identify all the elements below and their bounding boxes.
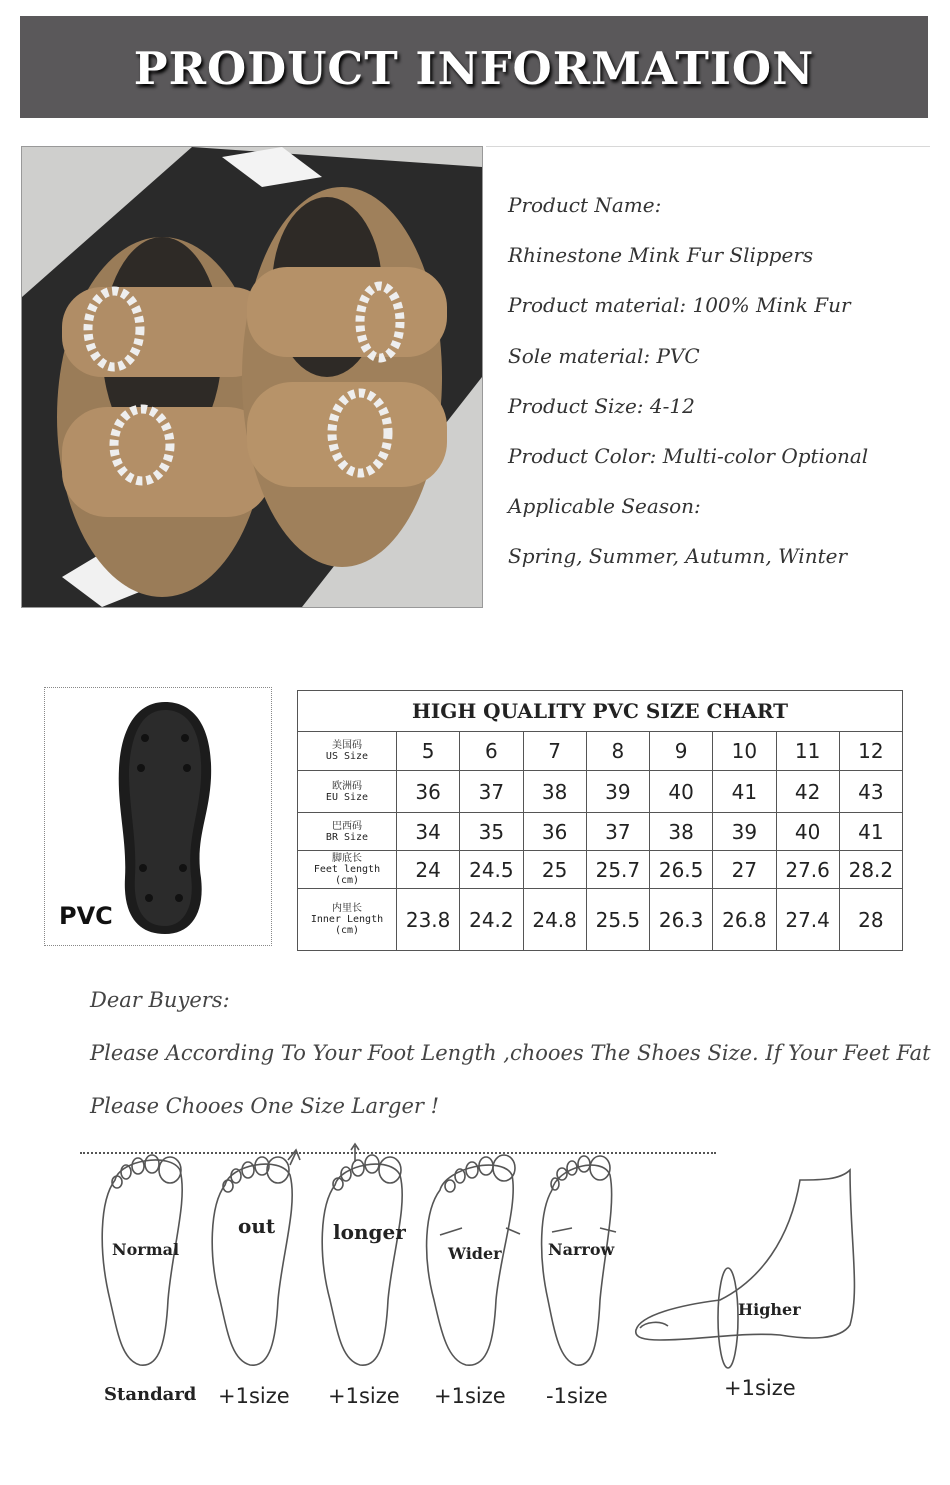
table-cell: 38 xyxy=(650,813,713,851)
table-cell: 25.5 xyxy=(586,889,649,951)
greeting: Dear Buyers: xyxy=(90,988,230,1012)
row-header: 巴西码 BR Size xyxy=(298,813,397,851)
info-line: Product material: 100% Mink Fur xyxy=(508,293,851,318)
size-chart-table xyxy=(297,690,903,951)
table-cell: 38 xyxy=(523,771,586,813)
table-cell: 26.3 xyxy=(650,889,713,951)
table-row xyxy=(298,771,903,813)
sole-photo xyxy=(44,687,272,946)
info-line: Sole material: PVC xyxy=(508,343,700,368)
info-line: Spring, Summer, Autumn, Winter xyxy=(508,544,848,569)
sole-label: PVC xyxy=(59,902,113,930)
table-cell: 39 xyxy=(713,813,776,851)
table-row xyxy=(298,732,903,771)
table-cell: 36 xyxy=(397,771,460,813)
header-banner xyxy=(20,16,928,118)
table-cell: 28.2 xyxy=(839,851,902,889)
table-cell: 5 xyxy=(397,732,460,771)
table-cell: 24.2 xyxy=(460,889,523,951)
table-cell: 25.7 xyxy=(586,851,649,889)
notice-line: Please According To Your Foot Length ,chooes The Shoes Size. If Your Feet Fat xyxy=(90,1041,931,1065)
info-line: Product Name: xyxy=(508,193,662,217)
size-chart-title: HIGH QUALITY PVC SIZE CHART xyxy=(298,691,903,732)
notice-line: Please Chooes One Size Larger ! xyxy=(90,1094,440,1118)
size-caption: Standard xyxy=(104,1384,197,1405)
table-cell: 27 xyxy=(713,851,776,889)
product-photo xyxy=(21,146,483,608)
info-line: Product Color: Multi-color Optional xyxy=(508,443,869,468)
info-line: Rhinestone Mink Fur Slippers xyxy=(508,243,814,268)
table-cell: 6 xyxy=(460,732,523,771)
table-cell: 27.6 xyxy=(776,851,839,889)
foot-label: Higher xyxy=(738,1300,801,1319)
foot-label: out xyxy=(238,1214,276,1238)
foot-label: Normal xyxy=(112,1240,180,1259)
size-caption: +1size xyxy=(328,1384,400,1408)
table-cell: 28 xyxy=(839,889,902,951)
table-cell: 35 xyxy=(460,813,523,851)
table-cell: 40 xyxy=(776,813,839,851)
size-caption: +1size xyxy=(218,1384,290,1408)
table-cell: 24.8 xyxy=(523,889,586,951)
table-cell: 40 xyxy=(650,771,713,813)
table-cell: 26.8 xyxy=(713,889,776,951)
info-line: Product Size: 4-12 xyxy=(508,393,695,418)
table-cell: 36 xyxy=(523,813,586,851)
foot-label: Wider xyxy=(448,1244,502,1263)
table-cell: 27.4 xyxy=(776,889,839,951)
product-info xyxy=(508,186,928,588)
table-cell: 25 xyxy=(523,851,586,889)
table-cell: 39 xyxy=(586,771,649,813)
table-cell: 24 xyxy=(397,851,460,889)
table-cell: 24.5 xyxy=(460,851,523,889)
table-cell: 12 xyxy=(839,732,902,771)
table-cell: 23.8 xyxy=(397,889,460,951)
foot-label: longer xyxy=(333,1220,406,1244)
table-cell: 43 xyxy=(839,771,902,813)
table-cell: 7 xyxy=(523,732,586,771)
row-header: 脚底长 Feet length (cm) xyxy=(298,851,397,889)
divider xyxy=(486,146,930,147)
table-cell: 8 xyxy=(586,732,649,771)
row-header: 欧洲码 EU Size xyxy=(298,771,397,813)
table-row xyxy=(298,889,903,951)
row-header: 内里长 Inner Length (cm) xyxy=(298,889,397,951)
table-cell: 34 xyxy=(397,813,460,851)
table-cell: 26.5 xyxy=(650,851,713,889)
info-line: Applicable Season: xyxy=(508,494,701,519)
page-title: PRODUCT INFORMATION xyxy=(133,42,815,95)
table-cell: 11 xyxy=(776,732,839,771)
table-cell: 37 xyxy=(460,771,523,813)
table-cell: 41 xyxy=(839,813,902,851)
table-cell: 37 xyxy=(586,813,649,851)
row-header: 美国码 US Size xyxy=(298,732,397,771)
table-cell: 10 xyxy=(713,732,776,771)
table-cell: 41 xyxy=(713,771,776,813)
slippers-illustration xyxy=(22,147,482,607)
size-caption: +1size xyxy=(724,1376,796,1400)
table-cell: 9 xyxy=(650,732,713,771)
size-caption: -1size xyxy=(546,1384,608,1408)
size-caption: +1size xyxy=(434,1384,506,1408)
table-cell: 42 xyxy=(776,771,839,813)
table-row xyxy=(298,851,903,889)
table-row xyxy=(298,813,903,851)
foot-label: Narrow xyxy=(548,1240,615,1259)
